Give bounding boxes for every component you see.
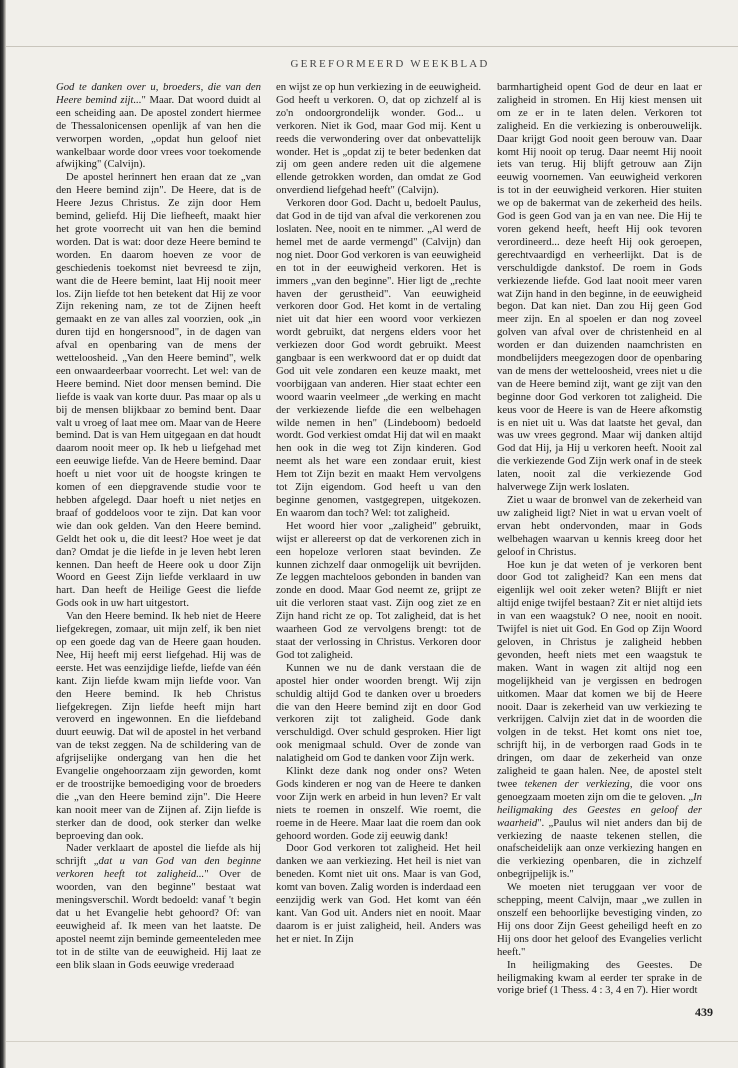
paragraph: Hoe kun je dat weten of je verkoren bent door God tot zaligheid? Kan een mens dat eigenlijk wel ooit zeker weten? Blijft er niet altijd enige twijfel bestaan? Zit er niet altijd iets in van een waagstuk? O nee, nooit en nooit. Twijfel is niet uit God. En God op Zijn Woord geloven, in Christus je zaligheid hebben gevonden, heeft niets met een waagstuk te maken. Want in wagen zit altijd nog een mogelijkheid van je vergissen en bedrogen uitkomen. Maar dat komen we bij de Heere nooit. Daar is zekerheid van uw verkiezing te verkrijgen. Calvijn ziet dat in de woorden die volgen in de tekst. Het komt ons niet toe, schrijft hij, in de verborgen raad Gods in te dringen, om daar de zekerheid van onze zaligheid te gaan halen. Nee, de apostel stelt twee tekenen der verkiezing, die voor ons genoegzaam moeten zijn om die te geloven. „In heiligmaking des Geestes en geloof der waarheid". „Paulus wil niet anders dan bij de verkiezing de naaste tekenen stellen, die onafscheidelijk aan onze verkiezing hangen en die verkiezing openbaren, die in zichzelf onbegrijpelijk is." [497,558,702,881]
page-binding-edge [0,0,6,1068]
paragraph: Klinkt deze dank nog onder ons? Weten Gods kinderen er nog van de Heere te danken voor Zijn werk en arbeid in hun leven? Er valt niets te roemen in onszelf. Wie roemt, die roeme in de Heere. Maar laat die roem dan ook gehoord worden. Gode zij eeuwig dank! [276,765,481,842]
bottom-rule [6,1041,738,1042]
paragraph: Van den Heere bemind. Ik heb niet de Heere liefgekregen, zomaar, uit mijn zelf, ik ben niet op een goede dag van de Heere gaan houden. Nee, Hij heeft mij eerst liefgehad. Hij was de eerste. Het was eenzijdige liefde, liefde van één kant. Zijn liefde kwam mijn liefde voor. Van den Heere bemind. Ik heb Christus liefgekregen. Zijn liefde heeft mijn hart veroverd en ingewonnen. En die liefdeband duurt eeuwig. Dat wil de apostel in het verband van de tekst zeggen. Na de schildering van de afgrijselijke ondergang van hen die het Evangelie ongehoorzaam zijn geworden, komt er de troostrijke bemoediging voor de broeders die „van den Heere bemind zijn". Die Heere kan nooit meer van de Zijnen af. Zijn liefde is sterker dan de dood, ook sterker dan welke beproeving dan ook. [56,610,261,842]
paragraph: en wijst ze op hun verkiezing in de eeuwigheid. God heeft u verkoren. O, dat op zichzelf al is zo'n ondoorgrondelijk wonder. God... u verkoren. Niet ik God, maar God mij. Kent u reeds die verwondering over dat onbevattelijk wonder. Het is „opdat zij te beter bedenken dat zij om geen andere reden uit die algemene ellende getrokken worden, dan omdat ze God onverdiend liefgehad heeft" (Calvijn). [276,81,481,197]
paragraph: De apostel herinnert hen eraan dat ze „van den Heere bemind zijn". De Heere, dat is de Heere Jezus Christus. Ze zijn door Hem bemind, geliefd. Hij Die liefheeft, maakt hier het grote voorrecht uit van hen die bemind worden. Dat is wat: door deze Heere bemind te worden. En daarom hoeven ze voor de geschiedenis toekomst niet bevreesd te zijn, want die de Heere bemint, laat Hij nooit meer los. Zijn liefde tot hen betekent dat Hij ze voor Zijn rekening nam, ze tot de Zijnen heeft gemaakt en ze van alles zal voorzien, ook „in duren tijd en hongersnood", in de dagen van afval en openbaring van de mens der wetteloosheid. „Van den Heere bemind", welk een onwaardeerbaar voorrecht. Let wel: van de Heere bemind. Niet door mensen bemind. Die liefde is vaak van korte duur. Pas maar op als u bij de mensen blijkbaar zo bemind bent. Daar valt u vroeg of laat mee om. Maar van de Heere bemind. Dat is van Hem uitgegaan en dat houdt daarom nooit meer op. Ik heb u liefgehad met een eeuwige liefde. Van de Heere bemind. Daar hoeft u niet voor uit de hoogste kringen te komen of een diepgravende studie voor te hebben afgelegd. Daar hoeft u niet netjes en braaf of goddeloos voor te zijn. Dat kan voor wie dan ook gelden. Van den Heere bemind. Geldt het ook u, die dit leest? Hoe weet je dat dan? Omdat je die liefde in je leven hebt leren kennen. Dan heeft de Heere ook u door Zijn Woord en Geest Zijn liefde verklaard in uw hart. Dan heeft de Heilige Geest die liefde Gods ook in uw hart uitgestort. [56,171,261,610]
paragraph: In heiligmaking des Geestes. De heiligmaking kwam al eerder ter sprake in de vorige brief (1 Thess. 4 : 3, 4 en 7). Hier wordt [497,958,702,997]
paragraph: Ziet u waar de bronwel van de zekerheid van uw zaligheid ligt? Niet in wat u ervan voelt of ervan hebt ondervonden, maar in Gods welbehagen waarvan u kennis kreeg door het geloof in Christus. [497,494,702,558]
article-column-1 [56,81,261,1031]
running-header: GEREFORMEERD WEEKBLAD [290,58,490,70]
page-number: 439 [695,1005,713,1019]
paragraph: Nader verklaart de apostel die liefde als hij schrijft „dat u van God van den beginne verkoren heeft tot zaligheid..." Over de woorden, van den beginne" bestaat wat meningsverschil. Wordt bedoeld: vanaf 't begin dat u het Evangelie hebt gehoord? Of: van eeuwigheid af. Ik meen van het laatste. De apostel neemt zijn beminde gemeenteleden mee tot in de stilte van de eeuwigheid. Hij laat ze een blik slaan in Gods eeuwige vrederaad [56,842,261,971]
paragraph: Door God verkoren tot zaligheid. Het heil danken we aan verkiezing. Het heil is niet van beneden. Komt niet uit ons. Maar is van God, komt van boven. Zalig worden is inderdaad een eenzijdig werk van God. Het komt van één kant. Van God uit. Anders niet en nooit. Maar daarom is er juist zaligheid, heil. Anders was het er niet. In Zijn [276,842,481,945]
paragraph: Verkoren door God. Dacht u, bedoelt Paulus, dat God in de tijd van afval die verkorenen zou loslaten. Nee, nooit en te nimmer. „Al werd de hemel met de aarde vermengd" (Calvijn) dan nog niet. Door God verkoren is van eeuwigheid en tot in der eeuwigheid verkoren. Het is immers „van den beginne". Hier ligt de „rechte haven der gerustheid". Van eeuwigheid verkoren door God. Het komt in de vertaling niet uit dat hier een woord voor verkiezen wordt gebruikt, dat nergens elders voor het verkiezen door God wordt gebruikt. Meest gangbaar is een werkwoord dat er op duidt dat God uit vele zondaren een keuze maakt, met voorbijgaan van anderen. Hier staat echter een woord waarin veelmeer „de werking en macht der verkiezende liefde die een welbehagen wilde nemen in hen" (Lindeboom) bedoeld wordt. God verkiest omdat Hij dat wil en maakt hen ook in die weg tot Zijn kinderen. God neemt als het ware een zondaar eruit, kiest Hem tot Zijn bezit en maakt Hem vervolgens tot Zijn eigendom. God heeft u van den beginne genomen, vastgegrepen, uitgekozen. En waarom dan toch? Wel: tot zaligheid. [276,197,481,519]
article-column-3 [497,81,702,1031]
paragraph: Het woord hier voor „zaligheid" gebruikt, wijst er allereerst op dat de verkorenen zich in een hopeloze verloren staat bevinden. Ze kunnen zichzelf daar onmogelijk uit bevrijden. Ze leggen machteloos gebonden in banden van zonde en dood. Maar God neemt ze, grijpt ze uit die verloren staat vast. Zijn oog ziet ze en Zijn hand richt ze op. Tot zaligheid, dat is het waarheen God ze vervolgens brengt: tot de staat der verlossing in Christus. Verkoren door God tot zaligheid. [276,519,481,661]
article-column-2 [276,81,481,1031]
top-rule [6,46,738,47]
paragraph: barmhartigheid opent God de deur en laat er zaligheid in stromen. En Hij kiest mensen uit om ze er in te laten delen. Verkoren tot zaligheid. En die verkiezing is onberouwelijk. Daar krijgt God nooit geen berouw van. Daar komt Hij nooit op terug. Daar neemt Hij nooit iets van terug. Hij blijft getrouw aan Zijn eeuwig voornemen. Van eeuwigheid verkoren is tot in der eeuwigheid verkoren. Hier stuiten we op de bakermat van de zekerheid des heils. God is geen God van ja en van nee. Die Hij te voren gekend heeft, heeft Hij ook tevoren verordineerd... deze heeft Hij ook geroepen, gerechtvaardigd en verheerlijkt. Dat is de verschuldigde dankstof. De roem in Gods verkiezende liefde. God laat nooit meer varen wat Zijn hand in den beginne, in de eeuwigheid begon. Dat kan niet. Dan zou Hij geen God meer zijn. En al spoelen er dan nog zoveel golven van afval over de christenheid en al worden er dan duizenden naamchristen en mondbelijders meegezogen door de openbaring van de mens der wetteloosheid, vrees niet u die van de Heere bemind zijt, want ge zijt van den beginne door God verkoren tot zaligheid. Die keus voor de Heere is van de Heere afkomstig is en niet uit u. Was dat laatste het geval, dan was uw vrees gegrond. Maar wij danken altijd God dat Hij, ja Hij u verkoren heeft. Nooit zal die verkiezende God Zijn werk onaf in de steek laten, nooit zal die verkiezende God halverwege Zijn werk loslaten. [497,81,702,494]
paragraph: God te danken over u, broeders, die van den Heere bemind zijt..." Maar. Dat woord duidt al een scheiding aan. De apostel zondert hiermee de Thessalonicensen openlijk af van hen die verworpen worden, „opdat hun geloof niet wankelbaar worde door vrees voor toekomende afwijking" (Calvijn). [56,81,261,171]
paragraph: Kunnen we nu de dank verstaan die de apostel hier onder woorden brengt. Wij zijn schuldig altijd God te danken over u broeders die van den Heere bemind zijt en door God verkoren zijt tot zaligheid. Gode dank verschuldigd. Over schuld gesproken. Hier ligt ook menigmaal schuld. Over de zonde van nalatigheid om God te danken voor Zijn werk. [276,661,481,765]
paragraph: We moeten niet teruggaan ver voor de schepping, meent Calvijn, maar „we zullen in onszelf een behoorlijke bevestiging vinden, zo Hij ons door Zijn Geest geheiligd heeft en zo Hij ons door het geloof des Evangelies verlicht heeft." [497,881,702,958]
